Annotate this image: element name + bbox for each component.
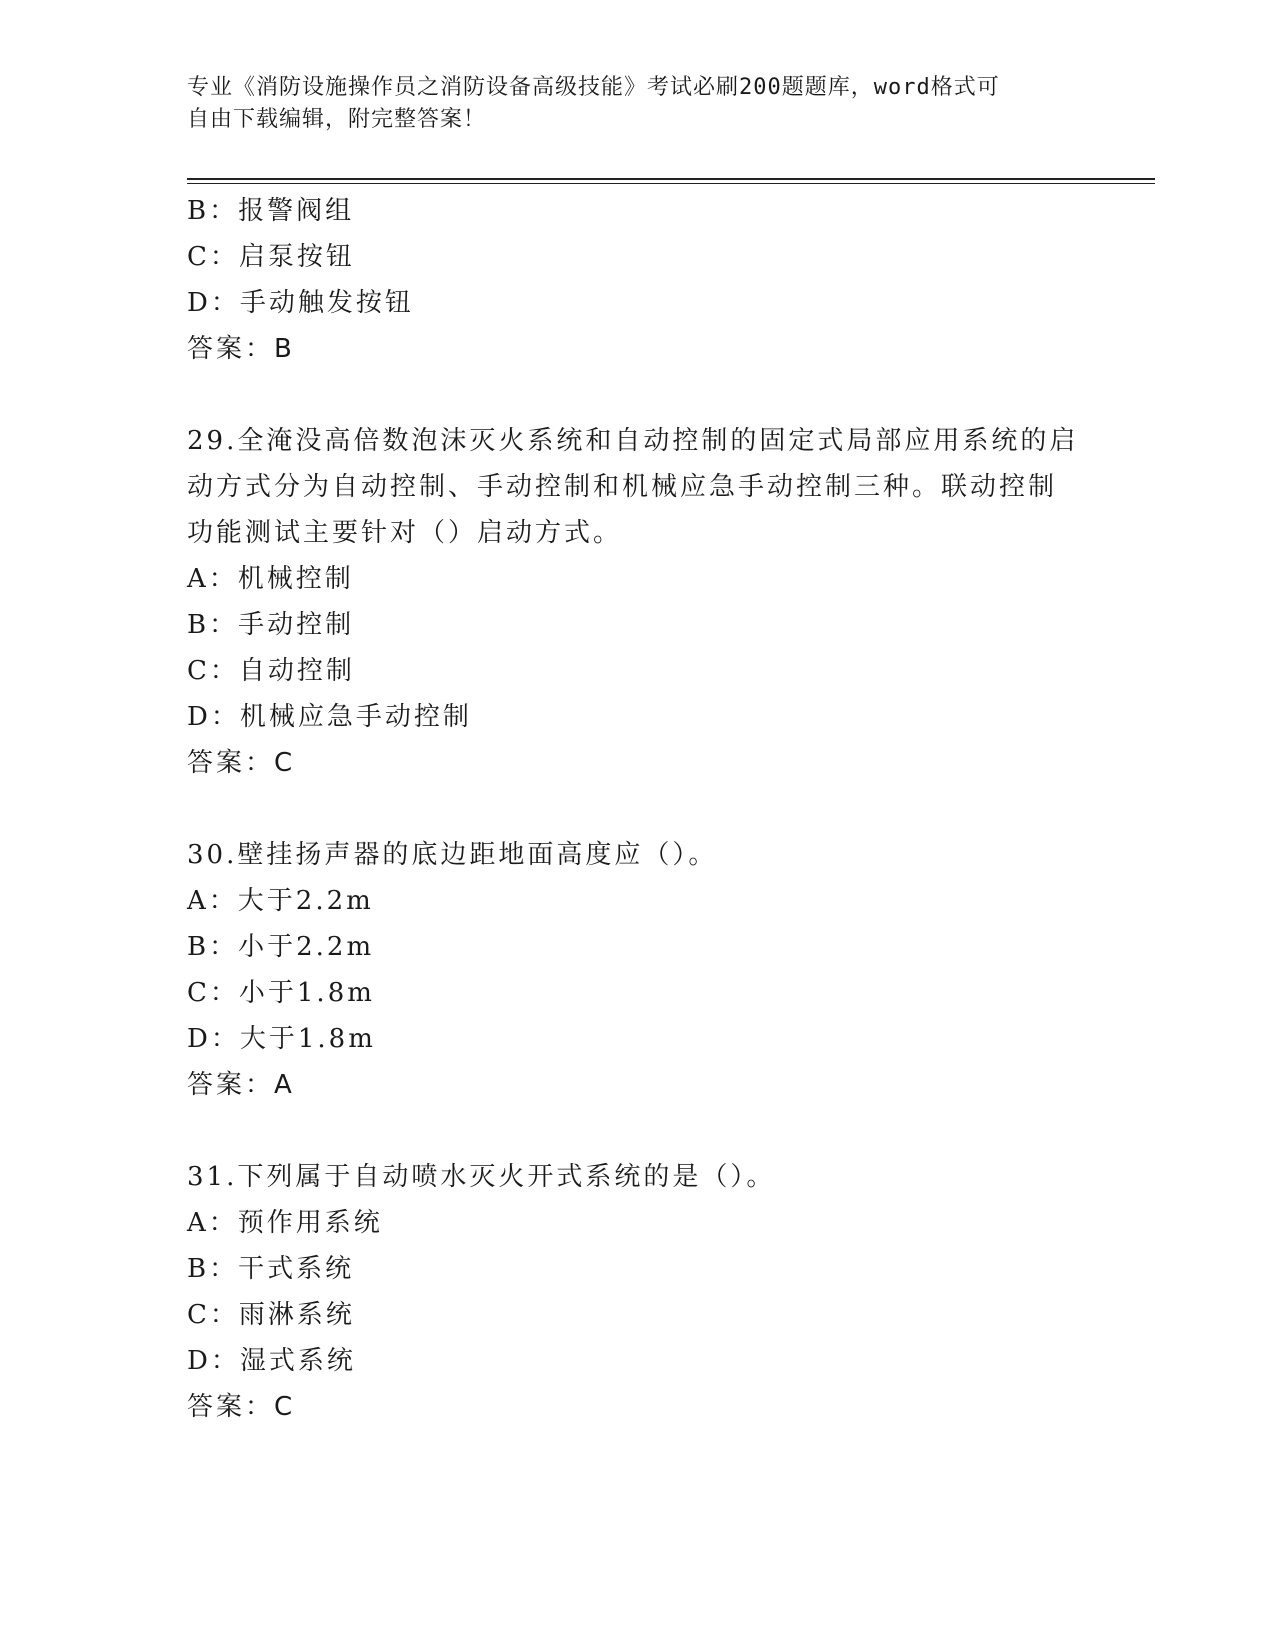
- option-d: D：湿式系统: [187, 1346, 356, 1376]
- option-c: C：小于1.8m: [187, 978, 375, 1008]
- option-b: B：干式系统: [187, 1254, 355, 1284]
- option-d: D：机械应急手动控制: [187, 702, 472, 732]
- answer-line: 答案：C: [187, 1392, 296, 1422]
- option-b: B：报警阀组: [187, 196, 355, 226]
- question-text-line: 30.壁挂扬声器的底边距地面高度应（）。: [187, 840, 718, 870]
- option-a: A：预作用系统: [187, 1208, 383, 1238]
- header-line-1: 专业《消防设施操作员之消防设备高级技能》考试必刷200题题库，word格式可: [187, 75, 1000, 100]
- option-a: A：机械控制: [187, 564, 354, 594]
- spacer: [187, 786, 1087, 832]
- option-d: D：大于1.8m: [187, 1024, 376, 1054]
- question-text-line: 31.下列属于自动喷水灭火开式系统的是（）。: [187, 1162, 776, 1192]
- question-content: [187, 188, 1087, 1430]
- option-c: C：自动控制: [187, 656, 355, 686]
- spacer: [187, 372, 1087, 418]
- question-text-line: 功能测试主要针对（）启动方式。: [187, 518, 623, 548]
- answer-line: 答案：C: [187, 748, 296, 778]
- option-b: B：小于2.2m: [187, 932, 375, 962]
- header-divider-thin: [187, 183, 1155, 184]
- question-text-line: 动方式分为自动控制、手动控制和机械应急手动控制三种。联动控制: [187, 472, 1058, 502]
- document-header: [187, 72, 1067, 136]
- question-text-line: 29.全淹没高倍数泡沫灭火系统和自动控制的固定式局部应用系统的启: [187, 426, 1079, 456]
- answer-line: 答案：A: [187, 1070, 295, 1100]
- option-b: B：手动控制: [187, 610, 355, 640]
- option-a: A：大于2.2m: [187, 886, 374, 916]
- option-d: D：手动触发按钮: [187, 288, 414, 318]
- option-c: C：启泵按钮: [187, 242, 355, 272]
- header-divider-thick: [187, 178, 1155, 180]
- option-c: C：雨淋系统: [187, 1300, 355, 1330]
- header-line-2: 自由下载编辑，附完整答案！: [187, 107, 487, 132]
- question-30: [187, 832, 1087, 1108]
- question-28-tail: [187, 188, 1087, 372]
- answer-line: 答案：B: [187, 334, 295, 364]
- question-31: [187, 1154, 1087, 1430]
- spacer: [187, 1108, 1087, 1154]
- question-29: [187, 418, 1087, 786]
